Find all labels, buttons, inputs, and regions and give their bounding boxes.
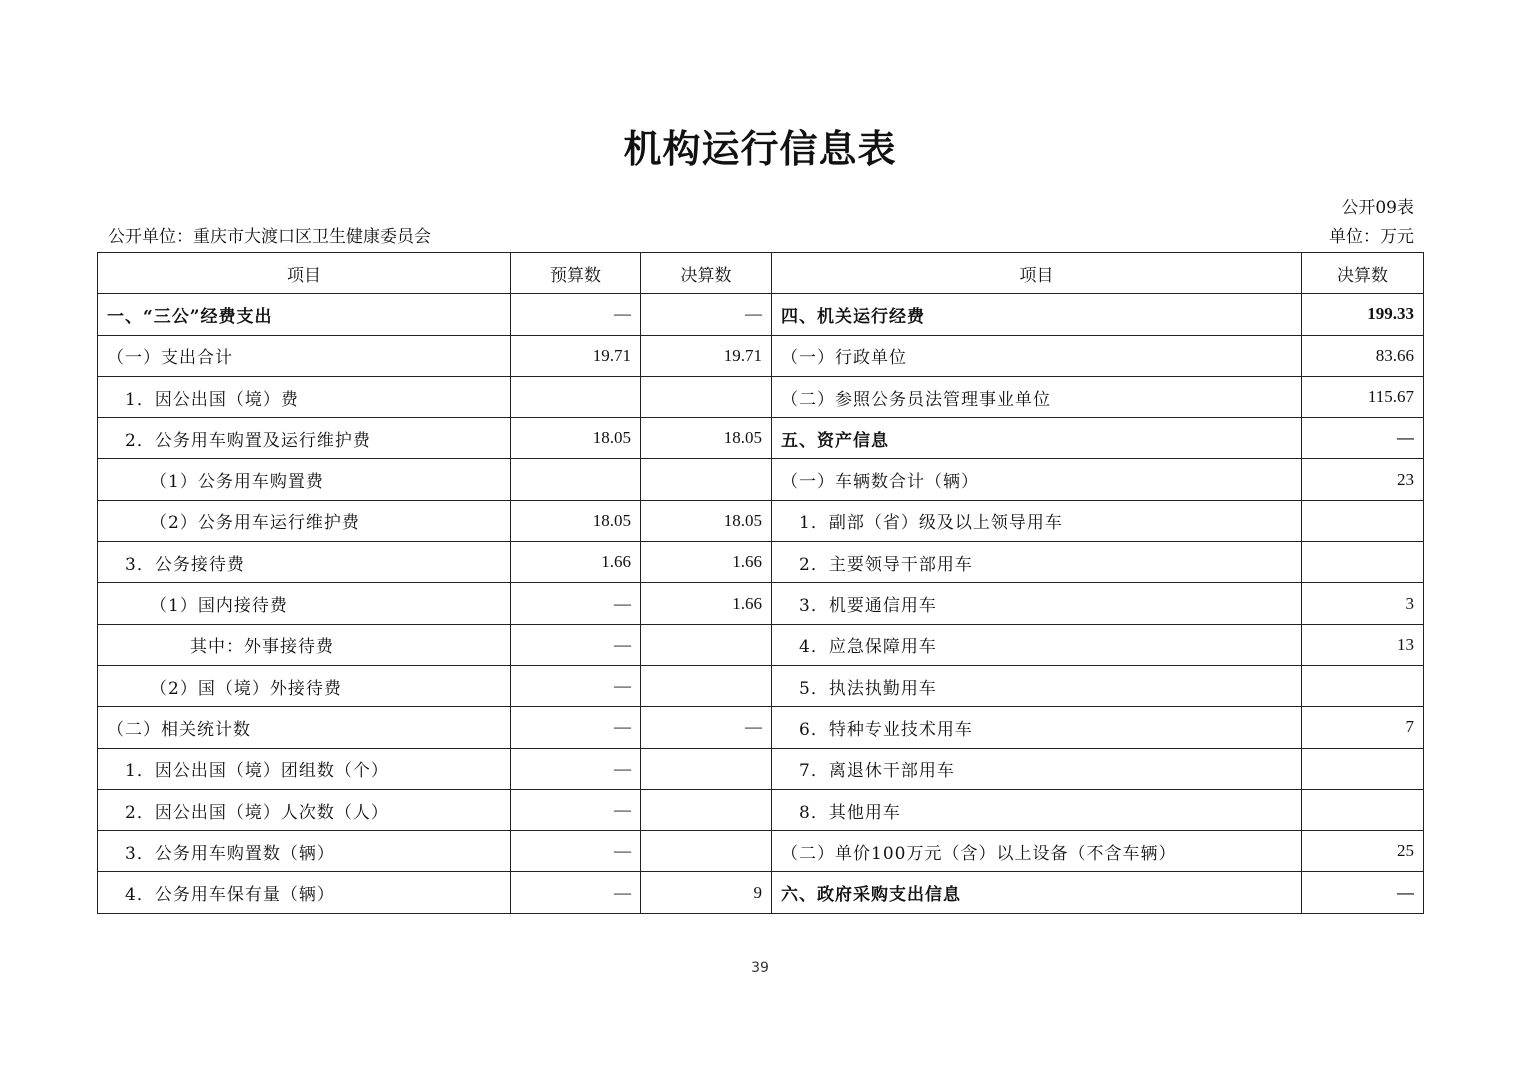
row-right-value: [1302, 500, 1424, 541]
table-header-row: [98, 253, 1424, 294]
table-row: [98, 418, 1424, 459]
row-final: [641, 748, 772, 789]
table-row: [98, 831, 1424, 872]
table-row: [98, 583, 1424, 624]
row-label: （二）相关统计数: [98, 707, 511, 748]
row-final: 18.05: [641, 500, 772, 541]
row-budget: —: [511, 665, 641, 706]
table-row: [98, 872, 1424, 913]
row-final: 9: [641, 872, 772, 913]
table-row: [98, 707, 1424, 748]
row-right-label: （一）车辆数合计（辆）: [772, 459, 1302, 500]
row-label: 2．公务用车购置及运行维护费: [98, 418, 511, 459]
header-final-right: 决算数: [1302, 253, 1424, 294]
row-label: （2）国（境）外接待费: [98, 665, 511, 706]
row-label: 3．公务用车购置数（辆）: [98, 831, 511, 872]
row-final: 18.05: [641, 418, 772, 459]
row-budget: 18.05: [511, 500, 641, 541]
row-right-value: [1302, 542, 1424, 583]
row-right-label: 2．主要领导干部用车: [772, 542, 1302, 583]
row-right-value: 3: [1302, 583, 1424, 624]
row-label: （1）公务用车购置费: [98, 459, 511, 500]
row-final: [641, 376, 772, 417]
row-right-label: 1．副部（省）级及以上领导用车: [772, 500, 1302, 541]
header-budget: 预算数: [511, 253, 641, 294]
row-label: 1．因公出国（境）团组数（个）: [98, 748, 511, 789]
row-right-label: 5．执法执勤用车: [772, 665, 1302, 706]
table-row: [98, 789, 1424, 830]
row-budget: —: [511, 748, 641, 789]
row-right-label: 四、机关运行经费: [772, 294, 1302, 335]
row-right-value: 199.33: [1302, 294, 1424, 335]
table-row: [98, 624, 1424, 665]
row-budget: —: [511, 789, 641, 830]
row-budget: [511, 459, 641, 500]
row-label: （1）国内接待费: [98, 583, 511, 624]
table-number: 公开09表: [1341, 198, 1414, 218]
row-right-value: 23: [1302, 459, 1424, 500]
row-right-label: 六、政府采购支出信息: [772, 872, 1302, 913]
table-row: [98, 748, 1424, 789]
row-right-value: 7: [1302, 707, 1424, 748]
row-budget: 1.66: [511, 542, 641, 583]
table-row: [98, 665, 1424, 706]
row-right-value: [1302, 748, 1424, 789]
row-right-label: （二）单价100万元（含）以上设备（不含车辆）: [772, 831, 1302, 872]
row-final: 1.66: [641, 542, 772, 583]
row-right-label: （一）行政单位: [772, 335, 1302, 376]
row-label: 1．因公出国（境）费: [98, 376, 511, 417]
table-row: [98, 294, 1424, 335]
row-right-label: 4．应急保障用车: [772, 624, 1302, 665]
row-label: 4．公务用车保有量（辆）: [98, 872, 511, 913]
row-budget: —: [511, 294, 641, 335]
reporting-unit: 公开单位：重庆市大渡口区卫生健康委员会: [108, 227, 431, 247]
row-budget: [511, 376, 641, 417]
row-right-label: 7．离退休干部用车: [772, 748, 1302, 789]
row-final: [641, 831, 772, 872]
row-right-label: 6．特种专业技术用车: [772, 707, 1302, 748]
header-final-left: 决算数: [641, 253, 772, 294]
info-table: [97, 252, 1424, 914]
table-row: [98, 335, 1424, 376]
header-item-right: 项目: [772, 253, 1302, 294]
row-right-value: 13: [1302, 624, 1424, 665]
row-right-label: 五、资产信息: [772, 418, 1302, 459]
page-number: 39: [751, 960, 769, 976]
row-budget: —: [511, 624, 641, 665]
row-final: 1.66: [641, 583, 772, 624]
row-right-label: 8．其他用车: [772, 789, 1302, 830]
row-label: 其中：外事接待费: [98, 624, 511, 665]
row-final: —: [641, 294, 772, 335]
row-budget: —: [511, 831, 641, 872]
row-final: —: [641, 707, 772, 748]
row-right-value: —: [1302, 418, 1424, 459]
row-label: （2）公务用车运行维护费: [98, 500, 511, 541]
row-final: [641, 459, 772, 500]
row-label: 3．公务接待费: [98, 542, 511, 583]
row-right-value: [1302, 665, 1424, 706]
table-row: [98, 542, 1424, 583]
row-final: 19.71: [641, 335, 772, 376]
row-right-label: 3．机要通信用车: [772, 583, 1302, 624]
row-budget: —: [511, 583, 641, 624]
row-budget: —: [511, 707, 641, 748]
table-row: [98, 500, 1424, 541]
table-row: [98, 376, 1424, 417]
row-right-value: —: [1302, 872, 1424, 913]
row-label: 一、“三公”经费支出: [98, 294, 511, 335]
row-right-label: （二）参照公务员法管理事业单位: [772, 376, 1302, 417]
row-label: 2．因公出国（境）人次数（人）: [98, 789, 511, 830]
row-budget: 18.05: [511, 418, 641, 459]
table-row: [98, 459, 1424, 500]
row-final: [641, 665, 772, 706]
row-budget: —: [511, 872, 641, 913]
row-budget: 19.71: [511, 335, 641, 376]
row-right-value: [1302, 789, 1424, 830]
page-title: 机构运行信息表: [623, 127, 897, 171]
row-right-value: 83.66: [1302, 335, 1424, 376]
currency-unit: 单位：万元: [1329, 227, 1414, 247]
row-right-value: 25: [1302, 831, 1424, 872]
header-item-left: 项目: [98, 253, 511, 294]
row-right-value: 115.67: [1302, 376, 1424, 417]
row-final: [641, 624, 772, 665]
row-final: [641, 789, 772, 830]
row-label: （一）支出合计: [98, 335, 511, 376]
